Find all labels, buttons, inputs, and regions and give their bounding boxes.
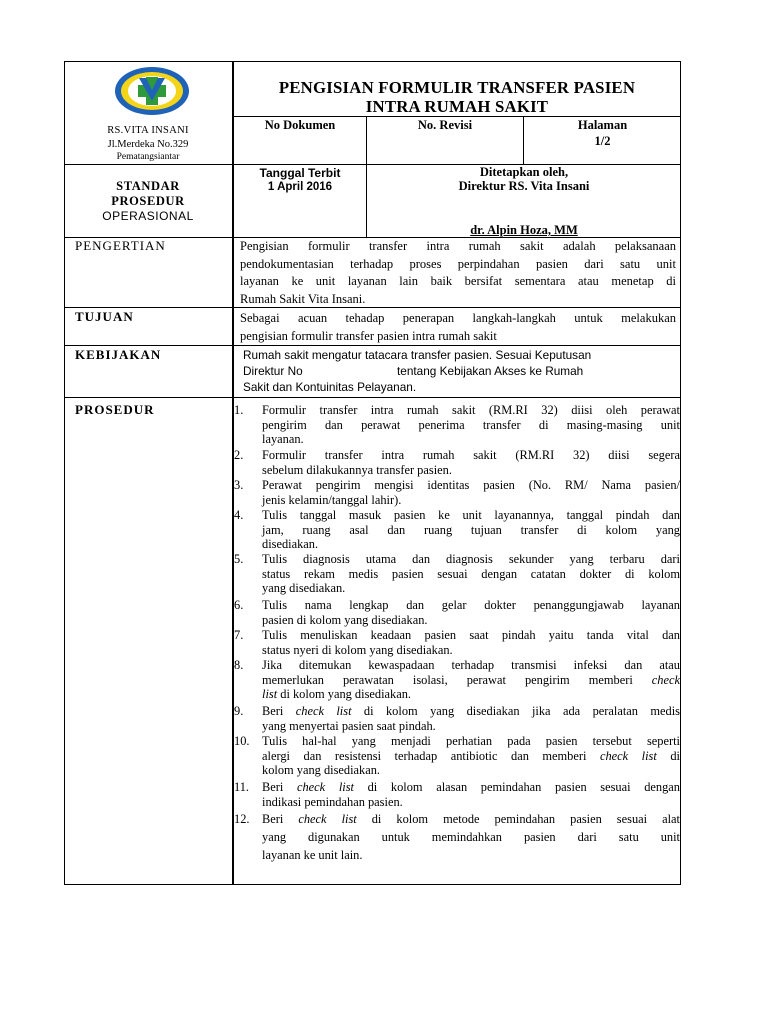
section-line [64, 345, 681, 346]
sop-line: OPERASIONAL [102, 209, 194, 223]
procedure-line: alergi dan resistensi terhadap antibiotic dan memberi check list di [262, 748, 680, 763]
procedure-number: 4. [234, 508, 244, 522]
approval-block [367, 165, 681, 193]
procedure-line: layanan. [262, 432, 304, 447]
text-line: Sebagai acuan tehadap penerapan langkah-langkah untuk melakukan [240, 311, 676, 325]
procedure-line: list di kolom yang disediakan. [262, 687, 412, 702]
procedure-line: Tulis diagnosis utama dan diagnosis sekunder yang terbaru dari [262, 552, 680, 566]
sop-label [64, 179, 232, 224]
kebijakan-text [243, 347, 663, 395]
sop-line: PROSEDUR [111, 194, 185, 208]
procedure-line: sebelum dilakukannya transfer pasien. [262, 462, 452, 477]
procedure-line: Tulis tanggal masuk pasien ke unit layanannya, tanggal pindah dan [262, 508, 680, 522]
emphasis-text: check list [295, 704, 352, 718]
director-name: dr. Alpin Hoza, MM [470, 223, 578, 237]
hospital-city: Pematangsiantar [116, 152, 180, 162]
emphasis-text: check [651, 672, 680, 687]
procedure-line: Beri check list di kolom yang disediakan jika ada peralatan medis [262, 704, 680, 718]
revision-label: No. Revisi [417, 118, 473, 132]
procedure-line: Tulis nama lengkap dan gelar dokter penanggungjawab layanan [262, 598, 680, 612]
issue-date-label: Tanggal Terbit [259, 166, 341, 180]
procedure-line: Jika ditemukan kewaspadaan terhadap transmisi infeksi dan atau [262, 658, 680, 672]
procedure-number: 6. [234, 598, 244, 612]
section-label-prosedur: PROSEDUR [75, 402, 155, 417]
procedure-number: 7. [234, 628, 244, 642]
procedure-number: 2. [234, 448, 244, 462]
title-line: INTRA RUMAH SAKIT [365, 97, 549, 116]
text-line: Pengisian formulir transfer intra rumah sakit adalah pelaksanaan [240, 239, 676, 253]
procedure-line: Formulir transfer intra rumah sakit (RM.RI 32) diisi oleh perawat [262, 403, 680, 417]
header-row-line [64, 164, 233, 165]
procedure-line: layanan ke unit lain. [262, 848, 363, 862]
procedure-line: kolom yang disediakan. [262, 763, 381, 778]
procedure-line: pengirim dan perawat penerima transfer di masing-masing unit [262, 417, 680, 432]
procedure-number: 1. [234, 403, 244, 417]
procedure-line: disediakan. [262, 537, 319, 552]
hospital-name: RS.VITA INSANI [107, 125, 189, 136]
procedure-number: 8. [234, 658, 244, 672]
text-fragment: tentang Kebijakan Akses ke Rumah [397, 364, 584, 378]
emphasis-text: list [262, 687, 278, 702]
procedure-line: yang disediakan. [262, 581, 346, 596]
procedure-line: Tulis menuliskan keadaan pasien saat pindah yaitu tanda vital dan [262, 628, 680, 642]
procedure-line: jenis kelamin/tanggal lahir). [262, 492, 402, 507]
procedure-line: status nyeri di kolom yang disediakan. [262, 642, 453, 657]
text-line: Rumah Sakit Vita Insani. [240, 291, 366, 306]
approval-line: Ditetapkan oleh, [479, 165, 569, 179]
procedure-line: status rekam medis pasien sesuai dengan catatan dokter di kolom [262, 566, 680, 581]
section-label-tujuan: TUJUAN [75, 309, 134, 324]
text-fragment: Direktur No [243, 364, 303, 378]
procedure-line: Beri check list di kolom metode pemindahan pasien sesuai alat [262, 812, 680, 826]
header-row-line [232, 116, 681, 117]
procedure-number: 9. [234, 704, 244, 718]
section-label-pengertian: PENGERTIAN [75, 238, 166, 253]
procedure-number: 3. [234, 478, 244, 492]
hospital-address: Jl.Merdeka No.329 [107, 139, 189, 150]
text-line: pengisian formulir transfer pasien intra rumah sakit [240, 329, 497, 343]
emphasis-text: check list [296, 780, 354, 794]
procedure-line: memerlukan perawatan isolasi, perawat pengirim memberi check [262, 672, 680, 687]
procedure-line: Formulir transfer intra rumah sakit (RM.RI 32) diisi segera [262, 448, 680, 462]
text-line: Sakit dan Kontuinitas Pelayanan. [243, 380, 417, 394]
procedure-number: 5. [234, 552, 244, 566]
pengertian-text [240, 238, 676, 308]
text-line: pendokumentasian terhadap proses perpindahan pasien dari satu unit [240, 256, 676, 271]
title-line: PENGISIAN FORMULIR TRANSFER PASIEN [278, 78, 636, 97]
hospital-logo [112, 65, 192, 117]
procedure-number: 12. [234, 812, 250, 826]
procedure-line: pasien di kolom yang disediakan. [262, 612, 428, 627]
procedure-line: Tulis hal-hal yang menjadi perhatian pada pasien tersebut seperti [262, 734, 680, 748]
page-value: 1/2 [594, 134, 611, 148]
emphasis-text: check list [599, 748, 657, 763]
section-label-kebijakan: KEBIJAKAN [75, 347, 162, 362]
text-line: layanan ke unit layanan lain baik bersifat sementara atau menetap di [240, 274, 676, 288]
procedure-line: Beri check list di kolom alasan pemindahan pasien sesuai dengan [262, 780, 680, 794]
emphasis-text: check list [298, 812, 357, 826]
text-line [243, 363, 663, 379]
approval-line: Direktur RS. Vita Insani [458, 179, 590, 193]
sop-line: STANDAR [116, 179, 180, 193]
doc-no-label: No Dokumen [264, 118, 336, 132]
page-label: Halaman [577, 118, 628, 132]
document-title [234, 78, 680, 116]
procedure-line: indikasi pemindahan pasien. [262, 794, 403, 809]
procedure-number: 11. [234, 780, 250, 794]
procedure-line: yang digunakan untuk memindahkan pasien dari satu unit [262, 830, 680, 844]
text-line: Rumah sakit mengatur tatacara transfer pasien. Sesuai Keputusan [243, 348, 592, 362]
tujuan-text [240, 309, 676, 345]
section-line [64, 397, 681, 398]
procedure-line: yang menyertai pasien saat pindah. [262, 718, 436, 733]
procedure-line: jam, ruang asal dan ruang tujuan transfer di kolom yang [262, 522, 680, 537]
issue-date-value: 1 April 2016 [267, 181, 333, 193]
procedure-number: 10. [234, 734, 250, 748]
procedure-line: Perawat pengirim mengisi identitas pasien (No. RM/ Nama pasien/ [262, 478, 680, 492]
